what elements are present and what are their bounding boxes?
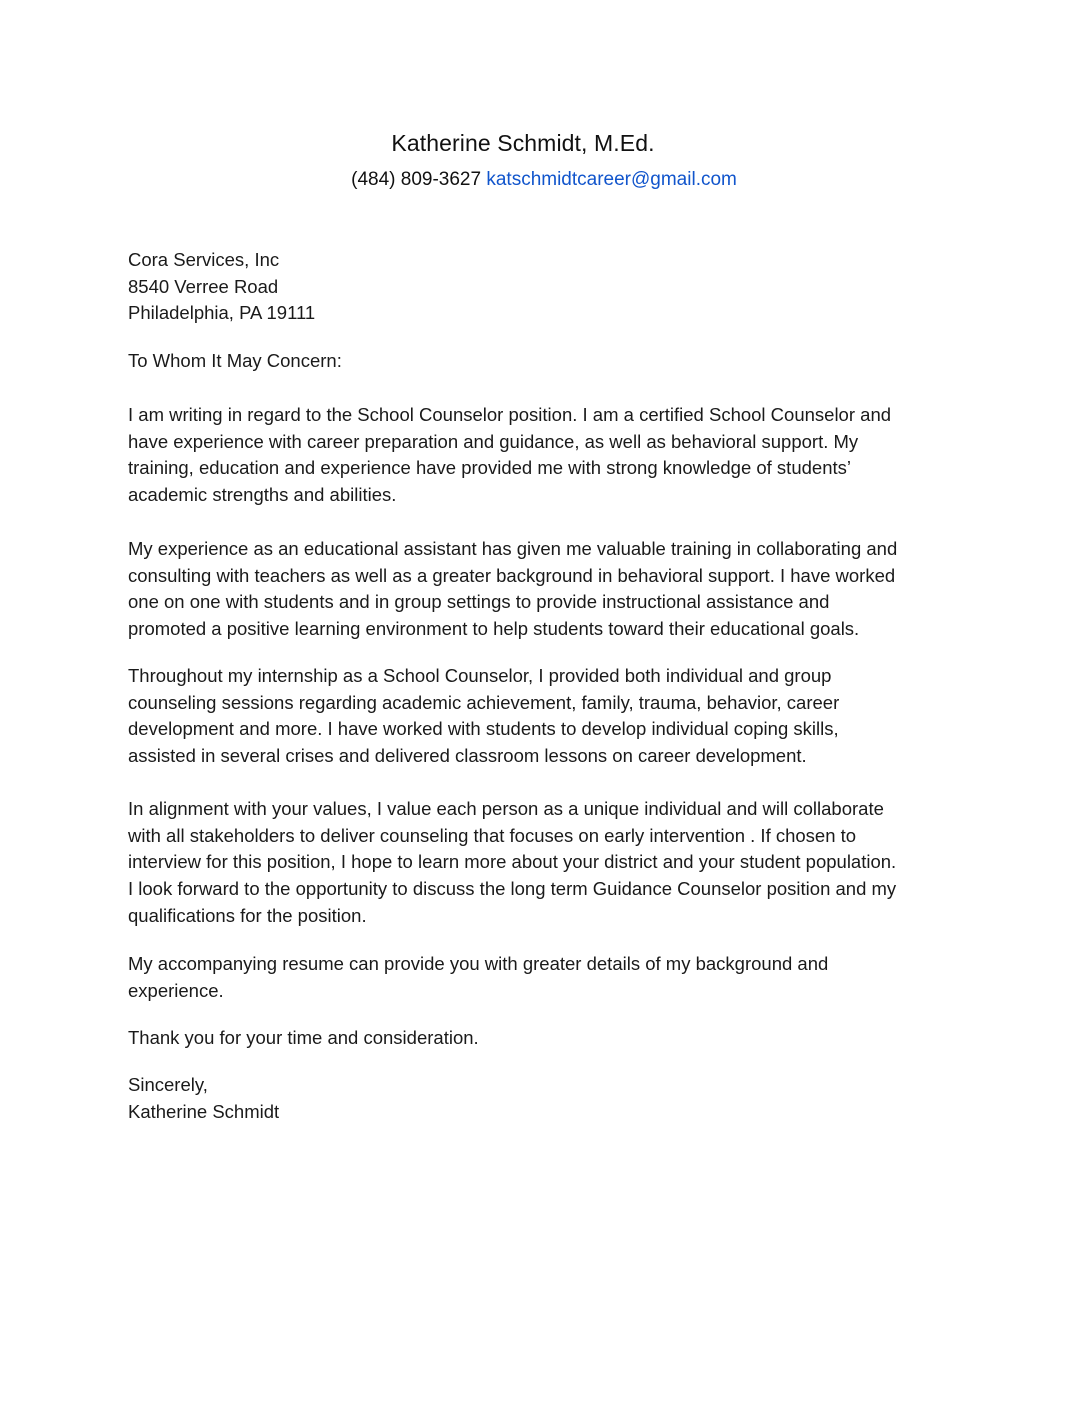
recipient-street: 8540 Verree Road: [128, 275, 279, 297]
recipient-address: [128, 247, 988, 327]
recipient-company: Cora Services, Inc: [128, 249, 280, 270]
valediction: Sincerely,: [128, 1074, 208, 1095]
paragraph-line: promoted a positive learning environment to help students toward their educational goals.: [128, 618, 860, 640]
paragraph-line: In alignment with your values, I value each person as a unique individual and will collaborate: [128, 798, 884, 819]
paragraph-line: I look forward to the opportunity to discuss the long term Guidance Counselor position and my: [128, 878, 897, 900]
sender-name: Katherine Schmidt, M.Ed.: [391, 130, 655, 156]
paragraph-3: [128, 663, 988, 770]
paragraph-line: one on one with students and in group settings to provide instructional assistance and: [128, 591, 830, 613]
paragraph-line: have experience with career preparation and guidance, as well as behavioral support. My: [128, 430, 859, 452]
paragraph-line: My experience as an educational assistant has given me valuable training in collaborating and: [128, 538, 898, 559]
paragraph-line: development and more. I have worked with students to develop individual coping skills,: [128, 718, 839, 740]
paragraph-line: interview for this position, I hope to learn more about your district and your student population.: [128, 851, 897, 873]
paragraph-line: assisted in several crises and delivered classroom lessons on career development.: [128, 745, 807, 767]
paragraph-line: experience.: [128, 979, 224, 1001]
paragraph-6: [128, 1025, 988, 1052]
paragraph-line: My accompanying resume can provide you with greater details of my background and: [128, 953, 829, 974]
paragraph-line: academic strengths and abilities.: [128, 484, 397, 506]
signature: Katherine Schmidt: [128, 1100, 280, 1122]
paragraph-1: [128, 402, 988, 509]
paragraph-line: consulting with teachers as well as a greater background in behavioral support. I have worked: [128, 564, 896, 586]
salutation: To Whom It May Concern:: [128, 350, 342, 371]
paragraph-line: training, education and experience have provided me with strong knowledge of students’: [128, 457, 851, 479]
sender-phone: (484) 809-3627: [351, 169, 482, 190]
paragraph-line: I am writing in regard to the School Counselor position. I am a certified School Counselor and: [128, 404, 892, 425]
paragraph-5: [128, 951, 988, 1004]
sender-contact: [0, 169, 1088, 191]
sender-email-link[interactable]: katschmidtcareer@gmail.com: [486, 169, 737, 190]
paragraph-2: [128, 536, 988, 643]
recipient-city: Philadelphia, PA 19111: [128, 302, 316, 324]
paragraph-line: with all stakeholders to deliver counseling that focuses on early intervention . If chosen to: [128, 824, 857, 846]
paragraph-4: [128, 796, 988, 930]
paragraph-line: qualifications for the position.: [128, 904, 367, 926]
closing: [128, 1072, 988, 1125]
paragraph-line: Throughout my internship as a School Counselor, I provided both individual and group: [128, 665, 832, 686]
paragraph-line: counseling sessions regarding academic achievement, family, trauma, behavior, career: [128, 691, 840, 713]
paragraph-line: Thank you for your time and consideration.: [128, 1027, 479, 1048]
